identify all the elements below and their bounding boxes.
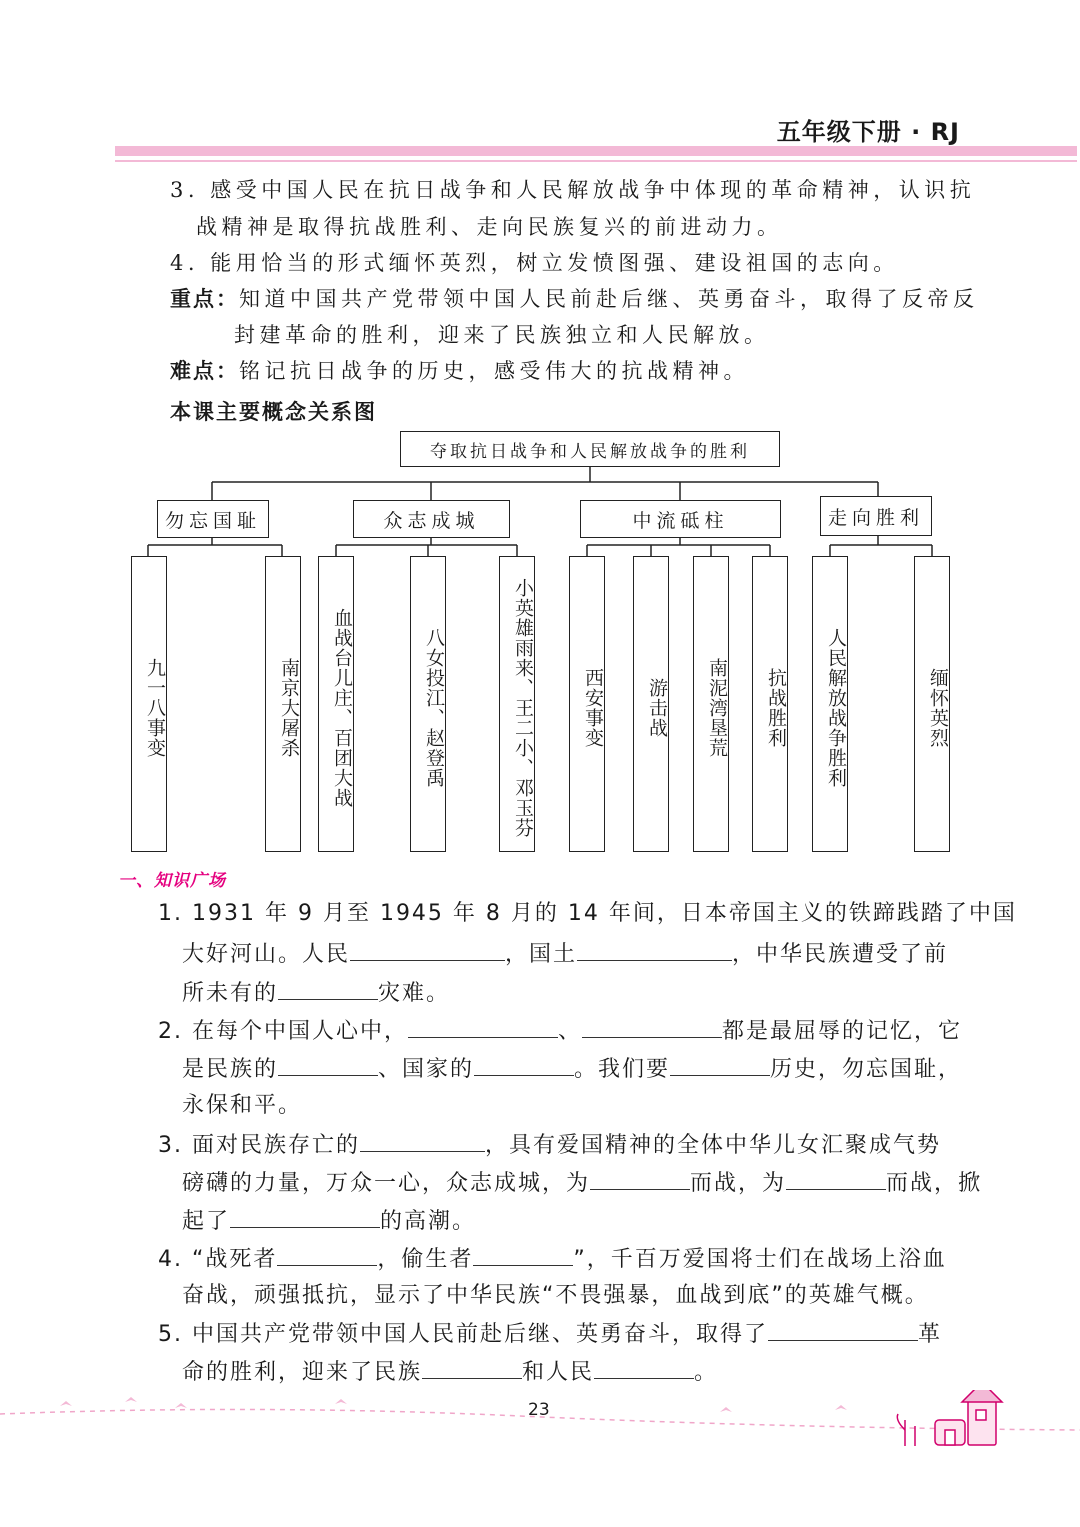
leaf-text: 人民解放战争胜利 bbox=[825, 628, 847, 788]
question-1-line2 bbox=[182, 938, 948, 970]
answer-blank[interactable] bbox=[360, 1129, 485, 1152]
q-text: 5. 中国共产党带领中国人民前赴后继、英勇奋斗，取得了 bbox=[158, 1322, 768, 1347]
concept-map-title: 本课主要概念关系图 bbox=[170, 400, 377, 424]
leaf-mianhuaiyinglie bbox=[914, 556, 950, 852]
q-text: 。我们要 bbox=[574, 1057, 671, 1082]
answer-blank[interactable] bbox=[786, 1167, 886, 1190]
question-4-line1 bbox=[158, 1243, 947, 1275]
difficulty-text: 铭记抗日战争的历史，感受伟大的抗战精神。 bbox=[239, 359, 749, 383]
leaf-text: 游击战 bbox=[646, 678, 668, 738]
answer-blank[interactable] bbox=[278, 977, 378, 1000]
q-text: 、国家的 bbox=[378, 1057, 475, 1082]
leaf-text: 西安事变 bbox=[582, 668, 604, 748]
q-text: 而战，掀 bbox=[886, 1171, 983, 1196]
leaf-banvtoujiang bbox=[410, 556, 446, 852]
key-point-text: 知道中国共产党带领中国人民前赴后继、英勇奋斗，取得了反帝反 bbox=[239, 287, 979, 311]
q-text: ，中华民族遭受了前 bbox=[732, 942, 949, 967]
q-text: 3. 面对民族存亡的 bbox=[158, 1133, 360, 1158]
sprout-icon bbox=[897, 1414, 915, 1446]
leaf-taierzhuang bbox=[318, 556, 354, 852]
q-text: 都是最屈辱的记忆，它 bbox=[722, 1019, 963, 1044]
question-3-line1 bbox=[158, 1129, 941, 1161]
concept-map-root: 夺取抗日战争和人民解放战争的胜利 bbox=[400, 431, 780, 467]
q-text: 所未有的 bbox=[182, 981, 279, 1006]
answer-blank[interactable] bbox=[230, 1205, 380, 1228]
leaf-text: 八女投江、赵登禹 bbox=[423, 628, 445, 788]
question-4-line2: 奋战，顽强抵抗，显示了中华民族“不畏强暴，血战到底”的英雄气概。 bbox=[182, 1283, 929, 1308]
objective-4: 4. 能用恰当的形式缅怀英烈，树立发愤图强、建设祖国的志向。 bbox=[170, 251, 899, 275]
key-point-label: 重点： bbox=[170, 287, 239, 311]
q-text: 2. 在每个中国人心中， bbox=[158, 1019, 408, 1044]
answer-blank[interactable] bbox=[277, 1243, 377, 1266]
q-text: 革 bbox=[918, 1322, 943, 1347]
leaf-text: 血战台儿庄、百团大战 bbox=[331, 608, 353, 808]
leaf-kangzhanshengli bbox=[752, 556, 788, 852]
leaf-text: 缅怀英烈 bbox=[927, 668, 949, 748]
question-5-line1 bbox=[158, 1318, 942, 1350]
q-text: 是民族的 bbox=[182, 1057, 279, 1082]
leaf-text: 抗战胜利 bbox=[765, 668, 787, 748]
branch-zouxiangshengli: 走向胜利 bbox=[820, 496, 932, 536]
answer-blank[interactable] bbox=[670, 1053, 770, 1076]
answer-blank[interactable] bbox=[768, 1318, 918, 1341]
book-edition-title: 五年级下册 · RJ bbox=[776, 118, 960, 146]
q-text: ，国土 bbox=[505, 942, 578, 967]
question-3-line2 bbox=[182, 1167, 982, 1199]
question-5-line2 bbox=[182, 1356, 718, 1388]
q-text: 和人民 bbox=[522, 1360, 595, 1385]
answer-blank[interactable] bbox=[473, 1243, 573, 1266]
question-2-line3: 永保和平。 bbox=[182, 1093, 303, 1118]
answer-blank[interactable] bbox=[408, 1015, 558, 1038]
leaf-xian bbox=[569, 556, 605, 852]
q-text: 磅礴的力量，万众一心，众志成城，为 bbox=[182, 1171, 591, 1196]
leaf-text: 南京大屠杀 bbox=[278, 658, 300, 758]
heart-icons bbox=[60, 1397, 847, 1412]
answer-blank[interactable] bbox=[278, 1053, 378, 1076]
question-1-line1: 1. 1931 年 9 月至 1945 年 8 月的 14 年间，日本帝国主义的铁蹄践踏了中国 bbox=[158, 901, 1017, 926]
branch-zhongzhichengcheng: 众志成城 bbox=[353, 500, 510, 538]
question-2-line2 bbox=[182, 1053, 962, 1085]
q-text: 命的胜利，迎来了民族 bbox=[182, 1360, 423, 1385]
leaf-xiaoyingxiong bbox=[499, 556, 535, 852]
q-text: 历史，勿忘国耻， bbox=[770, 1057, 963, 1082]
leaf-text: 九一八事变 bbox=[144, 658, 166, 758]
q-text: ，偷生者 bbox=[377, 1247, 474, 1272]
objective-3-line2: 战精神是取得抗战胜利、走向民族复兴的前进动力。 bbox=[196, 215, 783, 239]
answer-blank[interactable] bbox=[590, 1167, 690, 1190]
leaf-jiefangzhanzheng bbox=[812, 556, 848, 852]
key-point-line2: 封建革命的胜利，迎来了民族独立和人民解放。 bbox=[234, 323, 770, 347]
difficulty-label: 难点： bbox=[170, 359, 239, 383]
section-heading: 一、知识广场 bbox=[118, 871, 226, 891]
q-text: 、 bbox=[557, 1019, 582, 1044]
answer-blank[interactable] bbox=[422, 1356, 522, 1379]
q-text: 4. “战死者 bbox=[158, 1247, 278, 1272]
leaf-nanjing bbox=[265, 556, 301, 852]
question-1-line3 bbox=[182, 977, 450, 1009]
objective-3-line1: 3. 感受中国人民在抗日战争和人民解放战争中体现的革命精神，认识抗 bbox=[170, 178, 976, 202]
branch-zhongliudizhu: 中流砥柱 bbox=[580, 500, 781, 538]
branch-wuwangguochi: 勿忘国耻 bbox=[157, 500, 269, 538]
question-2-line1 bbox=[158, 1015, 962, 1047]
q-text: 的高潮。 bbox=[380, 1209, 477, 1234]
q-text: ，具有爱国精神的全体中华儿女汇聚成气势 bbox=[484, 1133, 941, 1158]
leaf-text: 小英雄雨来、王二小、邓玉芬 bbox=[512, 578, 534, 838]
answer-blank[interactable] bbox=[350, 938, 505, 961]
q-text: 而战，为 bbox=[690, 1171, 787, 1196]
q-text: 起了 bbox=[182, 1209, 231, 1234]
answer-blank[interactable] bbox=[474, 1053, 574, 1076]
answer-blank[interactable] bbox=[577, 938, 732, 961]
answer-blank[interactable] bbox=[582, 1015, 722, 1038]
leaf-youjizhan bbox=[633, 556, 669, 852]
q-text: 大好河山。人民 bbox=[182, 942, 351, 967]
q-text: ”，千百万爱国将士们在战场上浴血 bbox=[573, 1247, 947, 1272]
footer-decoration bbox=[0, 1390, 1080, 1450]
leaf-nanniwan bbox=[693, 556, 729, 852]
q-text: 灾难。 bbox=[378, 981, 451, 1006]
leaf-jiuyiba bbox=[131, 556, 167, 852]
question-3-line3 bbox=[182, 1205, 476, 1237]
house-icon bbox=[935, 1390, 1002, 1445]
page-number: 23 bbox=[528, 1400, 550, 1420]
leaf-text: 南泥湾垦荒 bbox=[706, 658, 728, 758]
q-text: 。 bbox=[694, 1360, 719, 1385]
answer-blank[interactable] bbox=[594, 1356, 694, 1379]
